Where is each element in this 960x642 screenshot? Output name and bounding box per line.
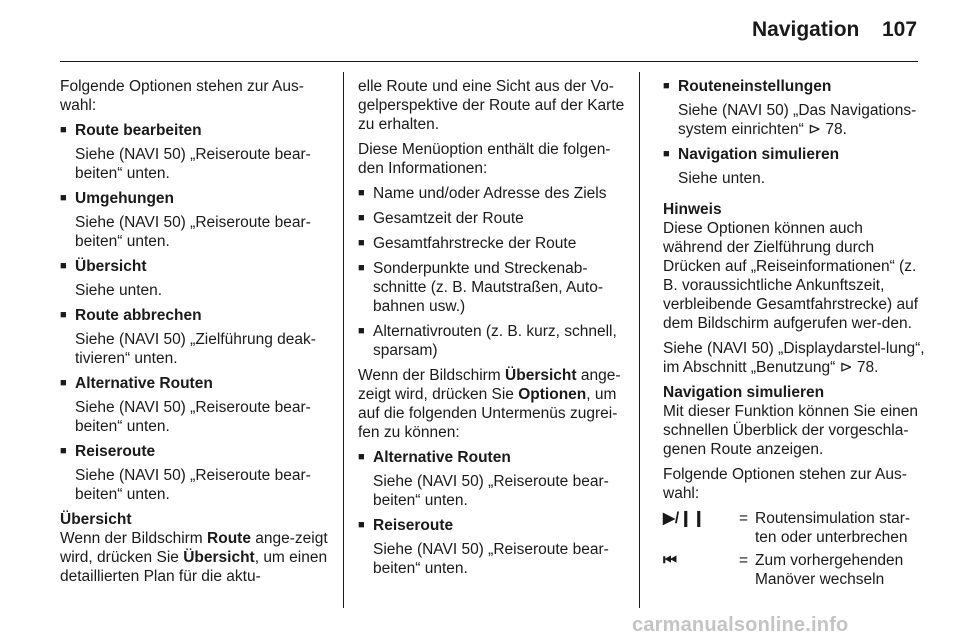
header-rule [60,61,918,62]
table-row: ▶/❙❙ = Routensimulation star-ten oder unterbrechen [663,510,911,546]
column-divider [343,72,344,608]
submenu-list [358,448,626,578]
list-item: ■ Sonderpunkte und Streckenab-schnitte (z. B. Mautstraßen, Auto-bahnen usw.) [358,260,604,315]
list-item: ■ Alternativrouten (z. B. kurz, schnell, sparsam) [358,323,617,359]
list-item: ■ Route abbrechen Siehe (NAVI 50) „Zielführung deak-tivieren“ unten. [60,307,316,367]
list-item: ■ Umgehungen Siehe (NAVI 50) „Reiseroute bear-beiten“ unten. [60,190,311,250]
info-list [358,184,626,360]
settings-list [663,77,925,188]
watermark-text: carmanualsonline.info [632,614,849,636]
column-divider [639,72,640,608]
list-item: ■ Alternative Routen Siehe (NAVI 50) „Reiseroute bear-beiten“ unten. [60,375,311,435]
list-item: ■ Übersicht Siehe unten. [60,258,163,299]
note-heading: Hinweis [663,201,722,218]
list-item: ■ Name und/oder Adresse des Ziels [358,185,607,202]
table-row: ⏮ = Zum vorhergehenden Manöver wechseln [663,552,904,588]
bullet-icon: ■ [358,519,365,531]
bullet-icon: ■ [358,451,365,463]
list-item: ■ Navigation simulieren Siehe unten. [663,146,840,187]
page-number: 107 [882,18,918,41]
bullet-icon: ■ [358,212,365,224]
section-heading-simulate: Navigation simulieren [663,384,825,401]
bullet-icon: ■ [60,445,67,457]
list-item: ■ Alternative Routen Siehe (NAVI 50) „Reiseroute bear-beiten“ unten. [358,449,609,509]
page-title: Navigation [752,18,860,41]
continued-text: elle Route und eine Sicht aus der Vo-gelperspektive der Route auf der Karte zu erhalten. [358,78,625,133]
play-pause-icon: ▶/❙❙ [663,510,706,527]
menu-intro: Diese Menüoption enthält die folgen-den Informationen: [358,141,611,177]
column-2 [358,77,626,578]
option-list [60,121,330,504]
bullet-icon: ■ [663,148,670,160]
list-item: ■ Reiseroute Siehe (NAVI 50) „Reiseroute bear-beiten“ unten. [60,443,311,503]
column-3 [663,77,925,589]
bullet-icon: ■ [358,325,365,337]
list-item: ■ Gesamtzeit der Route [358,210,524,227]
bullet-icon: ■ [663,80,670,92]
skip-back-icon: ⏮ [663,552,677,569]
bullet-icon: ■ [60,260,67,272]
ubersicht-paragraph: Wenn der Bildschirm Route ange-zeigt wird, drücken Sie Übersicht, um einen detaillierten Plan für die aktu- [60,530,328,585]
bullet-icon: ■ [60,192,67,204]
intro-text: Folgende Optionen stehen zur Aus-wahl: [60,78,304,114]
bullet-icon: ■ [358,237,365,249]
bullet-icon: ■ [358,262,365,274]
note-text: Diese Optionen können auch während der Zielführung durch Drücken auf „Reiseinformationen“ (z. B. voraussichtliche Ankunftszeit, verbleibende Gesamtfahrstrecke) auf dem Bildschirm aufgerufen wer-den. [663,220,919,332]
bullet-icon: ■ [358,187,365,199]
list-item: ■ Route bearbeiten Siehe (NAVI 50) „Reiseroute bear-beiten“ unten. [60,122,311,182]
section-heading-ubersicht: Übersicht [60,511,132,528]
list-item: ■ Routeneinstellungen Siehe (NAVI 50) „Das Navigations-system einrichten“ ⊳ 78. [663,78,917,138]
options-paragraph: Wenn der Bildschirm Übersicht ange-zeigt wird, drücken Sie Optionen, um auf die folgenden Untermenüs zugrei-fen zu können: [358,367,621,441]
bullet-icon: ■ [60,124,67,136]
list-item: ■ Reiseroute Siehe (NAVI 50) „Reiseroute bear-beiten“ unten. [358,517,609,577]
note-box [663,200,925,377]
simulate-intro: Folgende Optionen stehen zur Aus-wahl: [663,466,907,502]
definition-table [663,509,925,589]
bullet-icon: ■ [60,309,67,321]
column-1 [60,77,330,592]
simulate-text: Mit dieser Funktion können Sie einen schnellen Überblick der vorgeschla-genen Route anzeigen. [663,403,919,458]
note-reference: Siehe (NAVI 50) „Displaydarstel-lung“, im Abschnitt „Benutzung“ ⊳ 78. [663,340,925,376]
bullet-icon: ■ [60,377,67,389]
list-item: ■ Gesamtfahrstrecke der Route [358,235,577,252]
